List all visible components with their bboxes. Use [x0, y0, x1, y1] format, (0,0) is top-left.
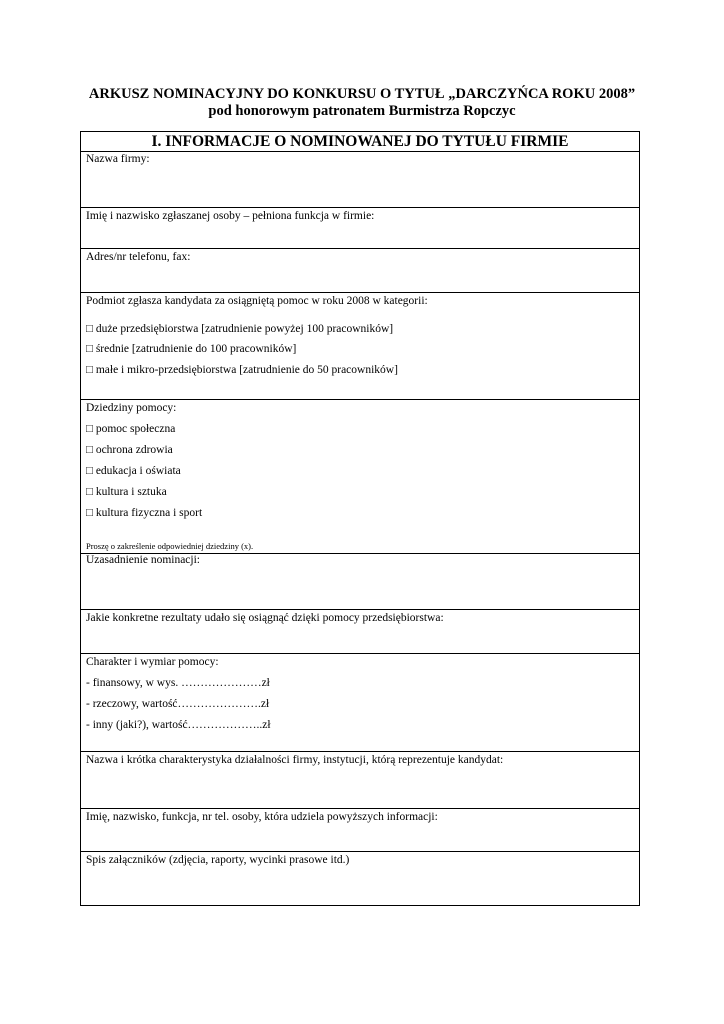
address-label: Adres/nr telefonu, fax:: [86, 251, 191, 263]
attachments-field[interactable]: [81, 851, 639, 905]
category-option-small[interactable]: □ małe i mikro-przedsiębiorstwa [zatrudnienie do 50 pracowników]: [86, 364, 398, 376]
informant-label: Imię, nazwisko, funkcja, nr tel. osoby, która udziela powyższych informacji:: [86, 811, 438, 823]
company-name-field[interactable]: [81, 151, 639, 207]
category-label: Podmiot zgłasza kandydata za osiągniętą pomoc w roku 2008 w kategorii:: [86, 295, 428, 307]
domains-label: Dziedziny pomocy:: [86, 402, 177, 414]
domain-option-education[interactable]: □ edukacja i oświata: [86, 465, 181, 477]
person-label: Imię i nazwisko zgłaszanej osoby – pełniona funkcja w firmie:: [86, 210, 375, 222]
character-label: Charakter i wymiar pomocy:: [86, 656, 219, 668]
section-title: I. INFORMACJE O NOMINOWANEJ DO TYTUŁU FIRMIE: [151, 133, 569, 150]
company-name-label: Nazwa firmy:: [86, 153, 150, 165]
justification-field[interactable]: [81, 553, 639, 609]
person-field[interactable]: [81, 207, 639, 248]
form-title: ARKUSZ NOMINACYJNY DO KONKURSU O TYTUŁ „DARCZYŃCA ROKU 2008”: [88, 86, 636, 102]
attachments-label: Spis załączników (zdjęcia, raporty, wycinki prasowe itd.): [86, 854, 350, 866]
domain-option-social[interactable]: □ pomoc społeczna: [86, 423, 176, 435]
character-material[interactable]: - rzeczowy, wartość………………….zł: [86, 698, 270, 710]
character-other[interactable]: - inny (jaki?), wartość………………..zł: [86, 719, 271, 731]
results-field[interactable]: [81, 609, 639, 653]
activity-label: Nazwa i krótka charakterystyka działalności firmy, instytucji, którą reprezentuje kandydat:: [86, 754, 504, 766]
category-option-large[interactable]: □ duże przedsiębiorstwa [zatrudnienie powyżej 100 pracowników]: [86, 323, 394, 335]
character-field: [81, 653, 639, 751]
activity-field[interactable]: [81, 751, 639, 808]
justification-label: Uzasadnienie nominacji:: [86, 554, 201, 566]
nomination-form: [80, 131, 640, 906]
informant-field[interactable]: [81, 808, 639, 851]
domain-option-culture[interactable]: □ kultura i sztuka: [86, 486, 167, 498]
results-label: Jakie konkretne rezultaty udało się osiągnąć dzięki pomocy przedsiębiorstwa:: [86, 612, 444, 624]
domain-option-sport[interactable]: □ kultura fizyczna i sport: [86, 507, 203, 519]
character-financial[interactable]: - finansowy, w wys. …………………zł: [86, 677, 270, 689]
category-field: [81, 292, 639, 399]
category-option-medium[interactable]: □ średnie [zatrudnienie do 100 pracowników]: [86, 343, 297, 355]
address-field[interactable]: [81, 248, 639, 292]
domains-field: [81, 399, 639, 553]
form-subtitle: pod honorowym patronatem Burmistrza Ropczyc: [208, 103, 516, 119]
domain-option-health[interactable]: □ ochrona zdrowia: [86, 444, 173, 456]
domains-note: Proszę o zakreślenie odpowiedniej dziedziny (x).: [86, 541, 254, 551]
